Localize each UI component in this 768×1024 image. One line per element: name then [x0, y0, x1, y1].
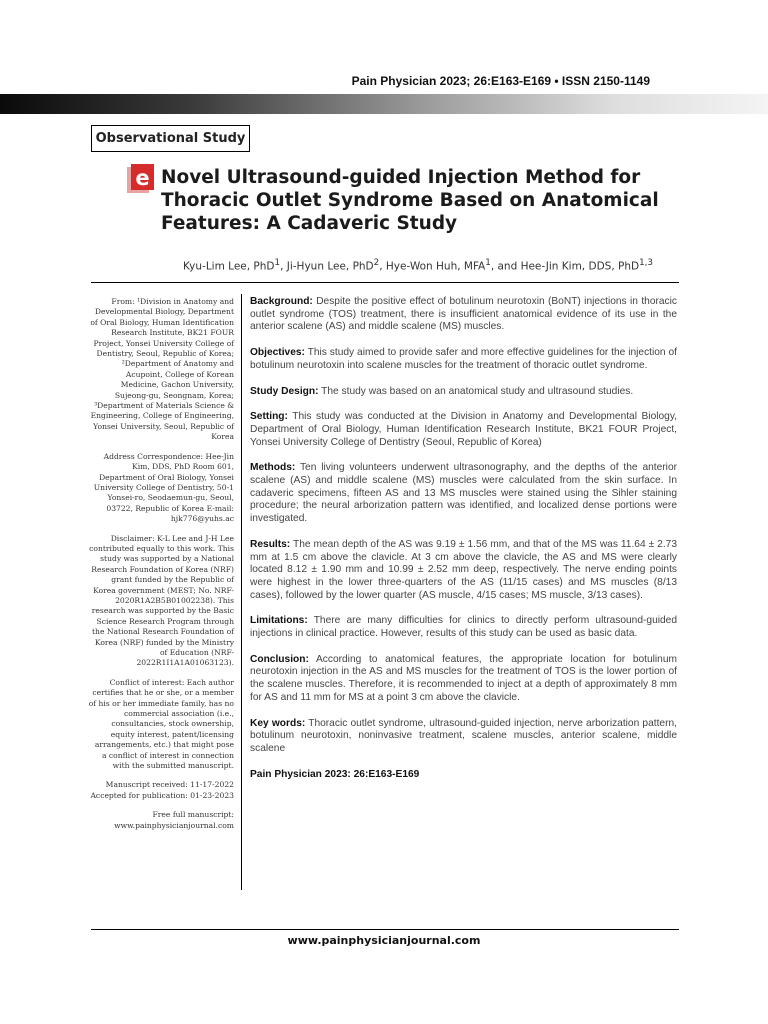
author-affiliation: 1 — [485, 258, 491, 268]
author-name: , Ji-Hyun Lee, PhD — [280, 260, 374, 273]
section-label: Objectives: — [250, 347, 305, 359]
section-text: Ten living volunteers underwent ultrasonography, and the depths of the anterior scalene (AS) and middle scalene (MS) muscles were calculated from the skin surface. In cadaveric specimens, fifteen AS and 13 MS muscles were stained using the Sihler staining procedure; the neural arborization pattern was identified, and localized dense portions were investigated. — [250, 462, 677, 525]
abstract-limitations — [250, 615, 677, 640]
footer-url: www.painphysicianjournal.com — [287, 934, 481, 947]
abstract-study-design — [250, 386, 677, 399]
abstract-results — [250, 539, 677, 603]
e-pub-icon — [127, 164, 154, 193]
section-label: Study Design: — [250, 385, 319, 397]
author-affiliation: 2 — [373, 258, 380, 268]
section-text: The study was based on an anatomical study and ultrasound studies. — [318, 385, 634, 397]
section-label: Setting: — [250, 411, 288, 423]
author-name: Kyu-Lim Lee, PhD — [183, 260, 275, 273]
section-text: This study aimed to provide safer and more effective guidelines for the injection of botulinum neurotoxin into scalene muscles for the treatment of thoracic outlet syndrome. — [250, 347, 677, 371]
section-text: Thoracic outlet syndrome, ultrasound-guided injection, nerve arborization pattern, botulinum neurotoxin, noninvasive treatment, scalene muscles, anterior scalene, middle scalene — [250, 717, 677, 754]
correspondence: Address Correspondence: Hee-Jin Kim, DDS, PhD Room 601, Department of Oral Biology, Yonsei University College of Dentistry, 50-1 Yonsei-ro, Seodaemun-gu, Seoul, 03722, Republic of Korea E-mail: hjk776@yuhs.ac — [93, 451, 234, 524]
author-name: , and Hee-Jin Kim, DDS, PhD — [490, 260, 640, 273]
article-info-sidebar — [88, 297, 234, 840]
section-label: Key words: — [250, 717, 306, 729]
abstract — [250, 296, 677, 794]
section-text: According to anatomical features, the appropriate location for botulinum neurotoxin injection in the AS and MS muscles for the treatment of TOS is the lower portion of the scalene muscles. Therefore, it is recommended to inject at a depth of approximately 8 mm for AS and 11 mm for MS at a point 3 cm above the clavicle. — [250, 653, 677, 703]
author-affiliation: 1 — [274, 258, 281, 268]
article-type-label: Observational Study — [91, 125, 250, 152]
bottom-rule — [91, 929, 679, 930]
abstract-conclusion — [250, 654, 677, 705]
section-label: Limitations: — [250, 615, 308, 627]
section-label: Results: — [250, 538, 291, 550]
author-name: , Hye-Won Huh, MFA — [379, 260, 486, 273]
conflict-of-interest: Conflict of interest: Each author certifies that he or she, or a member of his or her immediate family, has no commercial association (i.e., consultancies, stock ownership, equity interest, patent/licensing arrangements, etc.) that might pose a conflict of interest in connection with the submitted manuscript. — [88, 677, 234, 771]
abstract-methods — [250, 462, 677, 526]
section-text: The mean depth of the AS was 9.19 ± 1.56 mm, and that of the MS was 11.64 ± 2.73 mm at 1.5 cm above the clavicle. At 3 cm above the clavicle, the AS and MS were clearly located 8.12 ± 1.90 mm and 10.99 ± 2.52 mm deep, respectively. The nerve ending points were highest in the lower three-quarters of the AS (11/15 cases) and MS muscles (8/13 cases), followed by the lower quarter (AS muscle, 4/15 cases; MS muscle, 3/13 cases). — [250, 538, 677, 601]
header-gradient-bar — [0, 94, 768, 114]
affiliations: From: ¹Division in Anatomy and Developmental Biology, Department of Oral Biology, Human Identification Research Institute, BK21 FOUR Project, Yonsei University College of Dentistry, Seoul, Republic of Korea; ²Department of Anatomy and Acupoint, College of Korean Medicine, Gachon University, Sujeong-gu, Seongnam, Korea; ³Department of Materials Science & Engineering, College of Engineering, Yonsei University, Seoul, Republic of Korea — [90, 297, 234, 442]
top-rule — [91, 282, 679, 283]
author-affiliation: 1,3 — [639, 258, 653, 268]
abstract-setting — [250, 411, 677, 449]
section-text: This study was conducted at the Division in Anatomy and Developmental Biology, Department of Oral Biology, Human Identification Research Institute, BK21 FOUR Project, Yonsei University College of Dentistry (Seoul, Republic of Korea) — [250, 411, 677, 448]
section-text: There are many difficulties for clinics to directly perform ultrasound-guided injections in clinical practice. However, results of this study can be used as basic data. — [250, 615, 677, 640]
author-list — [183, 258, 653, 273]
abstract-background — [250, 296, 677, 334]
abstract-objectives — [250, 347, 677, 372]
section-label: Background: — [250, 296, 313, 307]
section-label: Methods: — [250, 462, 296, 474]
disclaimer: Disclaimer: K-L Lee and J-H Lee contributed equally to this work. This study was supported by a National Research Foundation of Korea (NRF) grant funded by the Republic of Korea government (MEST; No. NRF-2020R1A2B5B01002238). This research was supported by the Basic Science Research Program through the National Research Foundation of Korea (NRF) funded by the Ministry of Education (NRF-2022R1I1A1A01063123). — [89, 533, 234, 668]
article-title: Novel Ultrasound-guided Injection Method for Thoracic Outlet Syndrome Based on Anatomical Features: A Cadaveric Study — [161, 167, 659, 234]
section-label: Conclusion: — [250, 653, 309, 665]
section-text: Despite the positive effect of botulinum neurotoxin (BoNT) injections in thoracic outlet syndrome (TOS) treatment, there is insufficient anatomical evidence of its use in the anterior scalene (AS) and middle scalene (MS) muscles. — [250, 296, 677, 333]
free-full-manuscript: Free full manuscript: www.painphysicianjournal.com — [114, 810, 234, 830]
column-divider — [241, 294, 242, 890]
abstract-keywords — [250, 718, 677, 756]
abstract-citation: Pain Physician 2023: 26:E163-E169 — [250, 768, 420, 780]
manuscript-dates: Manuscript received: 11-17-2022 Accepted for publication: 01-23-2023 — [90, 780, 234, 800]
journal-citation-header: Pain Physician 2023; 26:E163-E169 • ISSN 2150-1149 — [351, 74, 650, 88]
e-pub-letter: e — [135, 166, 150, 190]
